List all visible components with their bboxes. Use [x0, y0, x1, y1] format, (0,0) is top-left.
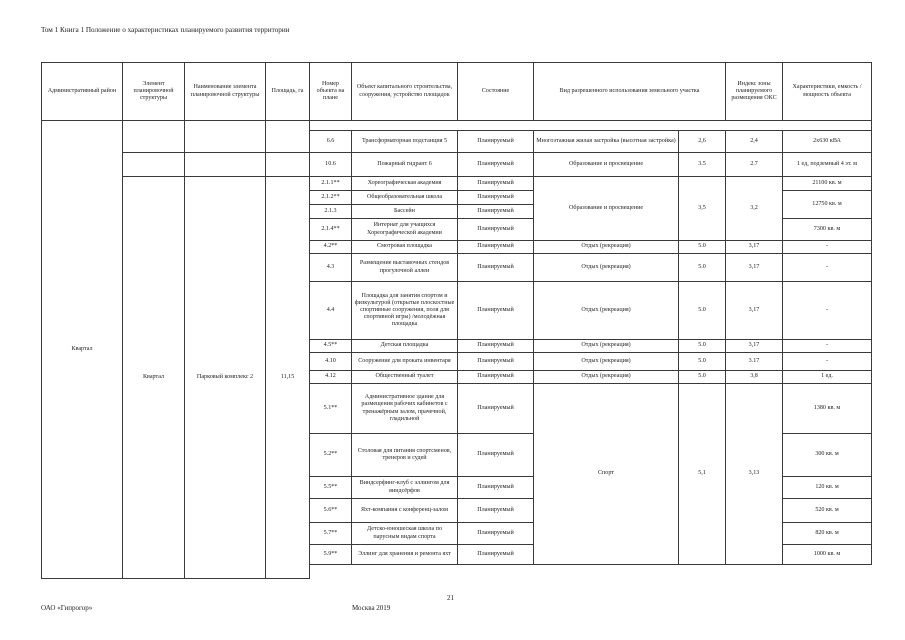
object-name: Бассейн [352, 205, 458, 219]
land-use-code: 5.0 [679, 340, 726, 353]
object-capacity: 1000 кв. м [783, 545, 872, 565]
table-row [42, 177, 872, 191]
object-number: 5.1** [310, 384, 352, 434]
object-capacity: - [783, 254, 872, 282]
zone-index: 3,17 [726, 254, 783, 282]
element-type-cell: Квартал [123, 177, 185, 579]
object-capacity: 120 кв. м [783, 477, 872, 499]
object-name: Общественный туалет [352, 371, 458, 384]
object-status: Планируемый [458, 131, 534, 153]
object-number: 5.6** [310, 499, 352, 523]
table-header-row [42, 63, 872, 121]
object-name: Площадка для занятия спортом и физкультурой (открытые плоскостные спортивные сооружения, поля для спортивной игры) /молодёжная площадка [352, 282, 458, 340]
object-status: Планируемый [458, 241, 534, 254]
object-number: 10.6 [310, 153, 352, 177]
element-name-cell: Парковый комплекс 2 [185, 177, 266, 579]
object-number: 4.5** [310, 340, 352, 353]
object-number: 4.4 [310, 282, 352, 340]
object-capacity: - [783, 353, 872, 371]
object-status: Планируемый [458, 254, 534, 282]
object-number: 5.5** [310, 477, 352, 499]
object-status: Планируемый [458, 523, 534, 545]
object-status: Планируемый [458, 384, 534, 434]
zone-index: 3,17 [726, 340, 783, 353]
zone-index: 3,2 [726, 177, 783, 241]
zone-index: 3,17 [726, 282, 783, 340]
table-row [42, 153, 872, 177]
object-capacity: 7300 кв. м [783, 219, 872, 241]
col-header: Административный район [42, 63, 123, 121]
land-use-code: 5.0 [679, 353, 726, 371]
object-number: 2.1.3 [310, 205, 352, 219]
object-status: Планируемый [458, 191, 534, 205]
land-use-code: 5.0 [679, 371, 726, 384]
land-use-code: 5.0 [679, 282, 726, 340]
object-number: 2.1.2** [310, 191, 352, 205]
object-status: Планируемый [458, 282, 534, 340]
object-number: 4.12 [310, 371, 352, 384]
object-capacity: - [783, 241, 872, 254]
zone-index: 2.7 [726, 153, 783, 177]
col-header: Характеристики, емкость / мощность объекта [783, 63, 872, 121]
zone-index: 3,8 [726, 371, 783, 384]
object-number: 5.9** [310, 545, 352, 565]
object-name: Столовая для питания спортсменов, тренеров и судей [352, 434, 458, 477]
zone-index: 3,17 [726, 241, 783, 254]
page-number: 21 [447, 594, 454, 602]
table-row [42, 131, 872, 153]
object-name: Пожарный гидрант 6 [352, 153, 458, 177]
area-cell: 11,15 [266, 177, 310, 579]
zone-index: 2,4 [726, 131, 783, 153]
object-status: Планируемый [458, 477, 534, 499]
col-header: Состояние [458, 63, 534, 121]
col-header: Индекс зоны планируемого размещения ОКС [726, 63, 783, 121]
zone-index: 3,13 [726, 384, 783, 565]
object-number: 2.1.4** [310, 219, 352, 241]
running-header: Том 1 Книга 1 Положение о характеристиках планируемого развития территории [41, 26, 290, 34]
object-number: 4.10 [310, 353, 352, 371]
col-header: Элемент планировочной структуры [123, 63, 185, 121]
object-name: Смотровая площадка [352, 241, 458, 254]
object-number: 2.1.1** [310, 177, 352, 191]
land-use: Отдых (рекреация) [534, 254, 679, 282]
col-header: Вид разрешенного использования земельного участка [534, 63, 726, 121]
land-use-code: 5.0 [679, 254, 726, 282]
object-name: Административное здание для размещения рабочих кабинетов с тренажёрным залом, прачечной, гладильной [352, 384, 458, 434]
object-name: Хореографическая академия [352, 177, 458, 191]
footer-city-year: Москва 2019 [352, 604, 391, 612]
object-number: 6.6 [310, 131, 352, 153]
object-status: Планируемый [458, 177, 534, 191]
land-use: Отдых (рекреация) [534, 241, 679, 254]
land-use: Образование и просвещение [534, 177, 679, 241]
col-header: Наименование элемента планировочной структуры [185, 63, 266, 121]
object-capacity: 2х630 кВА [783, 131, 872, 153]
object-capacity: - [783, 282, 872, 340]
object-capacity: 1 ед, подземный 4 эт. м [783, 153, 872, 177]
land-use-code: 3,5 [679, 177, 726, 241]
object-name: Детская площадка [352, 340, 458, 353]
object-name: Эллинг для хранения и ремонта яхт [352, 545, 458, 565]
object-capacity: 300 кв. м [783, 434, 872, 477]
footer-organization: ОАО «Гипрогор» [41, 604, 93, 612]
land-use: Многоэтажная жилая застройка (высотная застройка) [534, 131, 679, 153]
zone-index: 3.17 [726, 353, 783, 371]
land-use: Отдых (рекреация) [534, 282, 679, 340]
land-use-code: 2,6 [679, 131, 726, 153]
object-number: 5.2** [310, 434, 352, 477]
land-use-code: 5,1 [679, 384, 726, 565]
object-status: Планируемый [458, 205, 534, 219]
object-status: Планируемый [458, 219, 534, 241]
land-use: Отдых (рекреация) [534, 340, 679, 353]
land-use: Отдых (рекреация) [534, 353, 679, 371]
object-capacity: 1 ед. [783, 371, 872, 384]
objects-table [41, 62, 872, 579]
object-number: 4.2** [310, 241, 352, 254]
object-status: Планируемый [458, 353, 534, 371]
land-use: Образование и просвещение [534, 153, 679, 177]
object-status: Планируемый [458, 434, 534, 477]
col-header: Номер объекта на плане [310, 63, 352, 121]
land-use-code: 3.5 [679, 153, 726, 177]
object-status: Планируемый [458, 340, 534, 353]
object-capacity: 1380 кв. м [783, 384, 872, 434]
object-name: Сооружение для проката инвентаря [352, 353, 458, 371]
object-capacity: - [783, 340, 872, 353]
object-capacity: 820 кв. м [783, 523, 872, 545]
object-number: 4.3 [310, 254, 352, 282]
land-use: Отдых (рекреация) [534, 371, 679, 384]
col-header: Площадь, га [266, 63, 310, 121]
district-cell: Квартал [42, 121, 123, 579]
land-use: Спорт [534, 384, 679, 565]
land-use-code: 5.0 [679, 241, 726, 254]
object-name: Общеобразовательная школа [352, 191, 458, 205]
object-name: Трансформаторная подстанция 5 [352, 131, 458, 153]
object-number: 5.7** [310, 523, 352, 545]
object-status: Планируемый [458, 499, 534, 523]
object-status: Планируемый [458, 545, 534, 565]
object-capacity: 12750 кв. м [783, 191, 872, 219]
col-header: Объект капитального строительства, сооружения, устройство площадок [352, 63, 458, 121]
object-name: Детско-юношеская школа по парусным видам спорта [352, 523, 458, 545]
object-capacity: 520 кв. м [783, 499, 872, 523]
object-status: Планируемый [458, 371, 534, 384]
object-capacity: 21100 кв. м [783, 177, 872, 191]
object-status: Планируемый [458, 153, 534, 177]
object-name: Интернат для учащихся Хореографической академии [352, 219, 458, 241]
object-name: Размещение выставочных стендов прогулочной аллеи [352, 254, 458, 282]
object-name: Яхт-компания с конференц-залом [352, 499, 458, 523]
object-name: Виндсерфинг-клуб с эллингом для виндсёрфов [352, 477, 458, 499]
